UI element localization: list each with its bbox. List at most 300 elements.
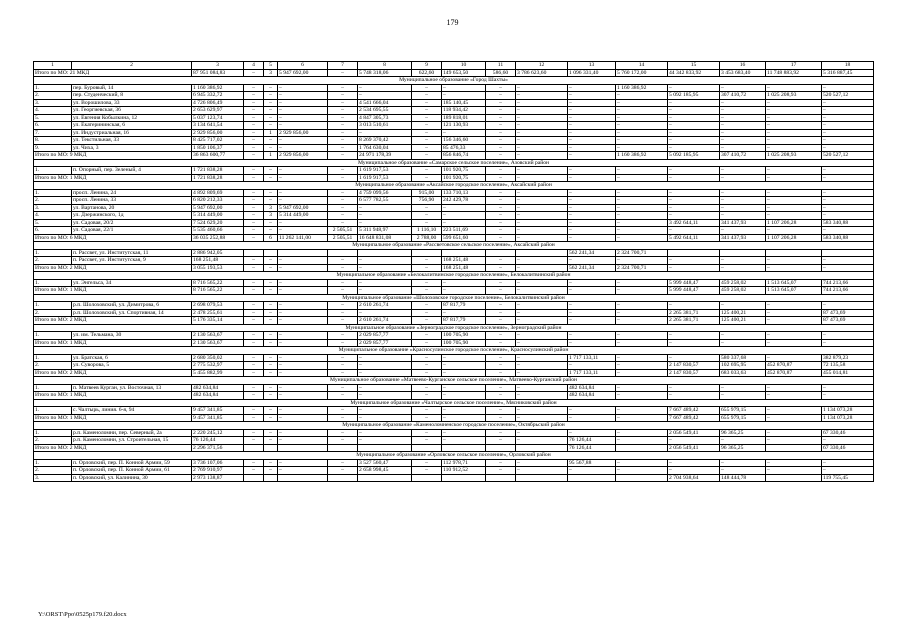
table-cell: –	[264, 362, 278, 370]
table-cell: –	[516, 354, 568, 362]
table-cell: –	[278, 92, 328, 100]
table-cell: –	[264, 167, 278, 175]
table-cell: –	[516, 287, 568, 295]
table-cell: –	[516, 467, 568, 475]
row-number: 9.	[34, 144, 72, 152]
table-cell: –	[328, 369, 358, 377]
table-cell: –	[328, 129, 358, 137]
table-cell: –	[516, 114, 568, 122]
table-cell: 3	[264, 69, 278, 77]
table-cell: 580 337,68	[720, 354, 766, 362]
table-cell: –	[616, 167, 668, 175]
table-cell	[264, 249, 278, 257]
table-cell: –	[668, 302, 720, 310]
table-cell: –	[766, 467, 822, 475]
table-cell: –	[244, 227, 264, 235]
table-cell: 4 847 305,73	[358, 114, 412, 122]
row-number: 1.	[34, 459, 72, 467]
table-cell: –	[720, 339, 766, 347]
column-number-cell: 5	[264, 62, 278, 70]
table-cell: –	[822, 392, 874, 400]
total-row	[34, 287, 874, 295]
table-cell: 683 033,63	[720, 369, 766, 377]
table-cell	[668, 249, 720, 257]
table-cell: –	[516, 167, 568, 175]
table-cell: –	[278, 137, 328, 145]
table-cell: 5 455 882,99	[192, 369, 244, 377]
table-cell: –	[486, 437, 516, 445]
municipality-title: Муниципальное образование «Белокалитвинское городское поселение», Белокалитвинский район	[34, 272, 874, 280]
total-row	[34, 234, 874, 242]
municipality-section-row	[34, 242, 874, 250]
table-cell: –	[264, 144, 278, 152]
table-row	[34, 467, 874, 475]
table-cell: 3 527 560,47	[358, 459, 412, 467]
address-cell: р.п. Шолоховский, ул. Димитрова, 6	[72, 302, 192, 310]
table-cell: –	[328, 309, 358, 317]
table-cell: –	[358, 362, 412, 370]
table-cell: –	[486, 264, 516, 272]
table-cell: –	[568, 84, 616, 92]
table-cell: –	[358, 369, 412, 377]
table-cell: –	[766, 407, 822, 415]
row-number: 3.	[34, 474, 72, 482]
table-cell: –	[412, 332, 442, 340]
table-cell: 2 324 700,71	[616, 249, 668, 257]
table-cell: –	[278, 339, 328, 347]
table-cell: –	[822, 144, 874, 152]
table-cell: –	[412, 257, 442, 265]
table-cell: –	[668, 122, 720, 130]
municipality-section-row	[34, 377, 874, 385]
table-cell: 5 535 460,66	[192, 227, 244, 235]
table-cell: 2 505,51	[328, 227, 358, 235]
table-cell: –	[244, 287, 264, 295]
table-cell: –	[358, 264, 412, 272]
table-cell: –	[412, 174, 442, 182]
table-cell: 583 340,88	[822, 234, 874, 242]
table-cell: –	[264, 122, 278, 130]
total-label: Итого по МО: 1 МКД	[34, 287, 192, 295]
column-number-cell: 3	[192, 62, 244, 70]
table-cell: –	[442, 219, 486, 227]
table-cell: –	[278, 369, 328, 377]
table-cell: –	[616, 227, 668, 235]
table-cell: 87 473,69	[822, 317, 874, 325]
table-cell: –	[616, 257, 668, 265]
table-cell: –	[442, 129, 486, 137]
table-cell: –	[442, 212, 486, 220]
table-cell: –	[766, 99, 822, 107]
table-cell: –	[516, 264, 568, 272]
table-cell: –	[516, 317, 568, 325]
table-cell: 915,00	[412, 189, 442, 197]
table-cell: –	[328, 339, 358, 347]
table-cell: 1 025 208,93	[766, 152, 822, 160]
address-cell: ул. им. Тельмана, 30	[72, 332, 192, 340]
table-cell: –	[720, 197, 766, 205]
table-cell: –	[486, 362, 516, 370]
table-cell: 36 035 252,88	[192, 234, 244, 242]
table-cell: 5 947 692,00	[278, 69, 328, 77]
table-cell: –	[616, 107, 668, 115]
table-cell: –	[568, 414, 616, 422]
table-cell: –	[668, 204, 720, 212]
table-cell: –	[720, 174, 766, 182]
table-cell: –	[486, 369, 516, 377]
table-cell: –	[616, 99, 668, 107]
table-cell: 36 863 600,77	[192, 152, 244, 160]
table-cell: –	[244, 174, 264, 182]
address-cell: п. Орловский, пер. П. Конной Армии, 59	[72, 459, 192, 467]
table-cell: –	[442, 384, 486, 392]
table-cell: –	[516, 362, 568, 370]
table-cell: –	[264, 197, 278, 205]
table-cell: –	[486, 317, 516, 325]
table-cell: –	[568, 339, 616, 347]
total-row	[34, 174, 874, 182]
table-cell: 1 107 206,28	[766, 234, 822, 242]
table-cell: 2 653 629,97	[192, 107, 244, 115]
table-cell: –	[278, 407, 328, 415]
row-number: 1.	[34, 407, 72, 415]
table-cell: –	[442, 429, 486, 437]
table-cell: –	[568, 467, 616, 475]
total-label: Итого по МО: 2 МКД	[34, 369, 192, 377]
table-row	[34, 212, 874, 220]
table-cell: –	[328, 84, 358, 92]
table-cell: –	[264, 339, 278, 347]
table-cell: –	[358, 257, 412, 265]
table-cell: –	[616, 459, 668, 467]
table-cell: 8 269 370,42	[358, 137, 412, 145]
table-cell: –	[568, 212, 616, 220]
municipality-title: Муниципальное образование «Матвеево-Курганское сельское поселение», Матвеево-Курганский район	[34, 377, 874, 385]
table-cell	[278, 444, 328, 452]
table-cell: –	[486, 167, 516, 175]
table-cell: –	[278, 392, 328, 400]
table-cell: –	[516, 384, 568, 392]
table-cell: –	[358, 204, 412, 212]
table-cell: –	[264, 174, 278, 182]
table-cell: –	[412, 92, 442, 100]
row-number: 2.	[34, 92, 72, 100]
table-cell: 125 400,21	[720, 317, 766, 325]
table-cell: –	[264, 459, 278, 467]
municipality-title: Муниципальное образование «Город Шахты»	[34, 77, 874, 85]
table-cell: –	[766, 197, 822, 205]
table-cell: 622,60	[412, 69, 442, 77]
table-cell: –	[720, 137, 766, 145]
table-row	[34, 474, 874, 482]
table-cell: –	[264, 354, 278, 362]
table-cell: –	[412, 384, 442, 392]
table-cell: –	[616, 129, 668, 137]
table-cell: 101 920,75	[442, 174, 486, 182]
table-cell: –	[264, 407, 278, 415]
table-cell: –	[668, 264, 720, 272]
table-cell: 1 764 630,04	[358, 144, 412, 152]
table-cell: –	[568, 317, 616, 325]
table-cell	[486, 444, 516, 452]
table-cell: –	[516, 144, 568, 152]
table-cell: –	[442, 354, 486, 362]
table-cell: –	[516, 369, 568, 377]
table-cell: 5 316 887,45	[822, 69, 874, 77]
table-cell: –	[264, 369, 278, 377]
table-cell: 149 653,50	[442, 69, 486, 77]
table-cell: –	[616, 302, 668, 310]
table-cell: –	[278, 107, 328, 115]
table-cell: –	[412, 212, 442, 220]
table-row	[34, 114, 874, 122]
table-cell: 185 140,45	[442, 99, 486, 107]
table-cell: 5 947 692,00	[278, 204, 328, 212]
table-cell: 2 769 910,97	[192, 467, 244, 475]
table-row	[34, 129, 874, 137]
table-cell: –	[328, 137, 358, 145]
table-cell: –	[244, 144, 264, 152]
table-cell: –	[766, 309, 822, 317]
table-cell: 3 055 193,53	[192, 264, 244, 272]
table-cell: –	[244, 414, 264, 422]
table-cell: 3 134 641,54	[192, 122, 244, 130]
table-cell: 2 698 079,53	[192, 302, 244, 310]
table-cell: –	[720, 332, 766, 340]
table-cell: –	[516, 92, 568, 100]
table-cell: –	[358, 429, 412, 437]
table-cell: 168 251,48	[442, 257, 486, 265]
table-cell	[486, 474, 516, 482]
table-cell: –	[278, 99, 328, 107]
table-cell: 4 726 806,49	[192, 99, 244, 107]
row-number: 6.	[34, 227, 72, 235]
table-cell: –	[244, 84, 264, 92]
table-cell: 11 748 883,92	[766, 69, 822, 77]
total-row	[34, 317, 874, 325]
table-cell: –	[244, 114, 264, 122]
column-number-cell: 16	[720, 62, 766, 70]
table-cell: 3 492 644,11	[668, 219, 720, 227]
table-cell: –	[358, 212, 412, 220]
table-cell: 1	[264, 152, 278, 160]
table-cell: 156 346,60	[442, 137, 486, 145]
table-cell: –	[668, 174, 720, 182]
table-cell: 5 311 948,97	[358, 227, 412, 235]
table-cell: –	[516, 84, 568, 92]
table-cell: –	[486, 309, 516, 317]
table-cell: –	[278, 332, 328, 340]
table-cell: –	[244, 69, 264, 77]
column-number-row	[34, 62, 874, 70]
column-number-cell: 18	[822, 62, 874, 70]
table-cell: –	[616, 174, 668, 182]
table-cell: 2 029 857,77	[358, 332, 412, 340]
table-cell: –	[486, 392, 516, 400]
table-cell: –	[412, 437, 442, 445]
table-cell: 119 755,45	[822, 474, 874, 482]
municipality-section-row	[34, 399, 874, 407]
table-cell: –	[668, 114, 720, 122]
table-cell: –	[720, 129, 766, 137]
table-cell: 341 437,93	[720, 219, 766, 227]
table-cell	[516, 249, 568, 257]
table-cell	[442, 474, 486, 482]
table-cell	[822, 249, 874, 257]
table-cell: –	[616, 332, 668, 340]
table-cell: –	[766, 392, 822, 400]
municipality-title: Муниципальное образование «Орловское сельское поселение», Орловский район	[34, 452, 874, 460]
table-cell: –	[516, 129, 568, 137]
table-cell: –	[486, 204, 516, 212]
address-cell: пер. Буровый, 14	[72, 84, 192, 92]
total-row	[34, 264, 874, 272]
table-cell: –	[412, 152, 442, 160]
table-cell: –	[278, 189, 328, 197]
table-cell: –	[278, 264, 328, 272]
total-row	[34, 414, 874, 422]
table-cell: –	[244, 354, 264, 362]
address-cell: п. Орловский, пер. П. Конной Армии, 61	[72, 467, 192, 475]
table-cell: –	[766, 354, 822, 362]
table-cell: 121 130,93	[442, 122, 486, 130]
table-cell: 87 473,69	[822, 309, 874, 317]
table-cell: –	[244, 189, 264, 197]
table-cell: 2 788,00	[412, 234, 442, 242]
table-cell: 744 213,66	[822, 287, 874, 295]
table-cell: –	[720, 437, 766, 445]
table-cell: –	[442, 309, 486, 317]
table-cell: –	[278, 144, 328, 152]
table-cell: –	[766, 212, 822, 220]
municipality-section-row	[34, 324, 874, 332]
table-row	[34, 354, 874, 362]
table-cell: –	[358, 437, 412, 445]
table-cell: 1 721 838,28	[192, 167, 244, 175]
table-cell	[568, 474, 616, 482]
table-cell: –	[516, 234, 568, 242]
table-cell: –	[244, 429, 264, 437]
table-cell: –	[668, 129, 720, 137]
address-cell: ул. Братская, 6	[72, 354, 192, 362]
table-cell: –	[264, 279, 278, 287]
table-cell: –	[442, 437, 486, 445]
table-cell: 482 634,84	[568, 392, 616, 400]
table-cell: –	[516, 99, 568, 107]
table-cell: 459 258,02	[720, 287, 766, 295]
table-cell: 2 886 942,05	[192, 249, 244, 257]
column-number-cell: 1	[34, 62, 72, 70]
table-cell: –	[568, 429, 616, 437]
table-cell: –	[486, 257, 516, 265]
table-cell: 4 541 666,04	[358, 99, 412, 107]
table-cell: –	[442, 84, 486, 92]
table-cell: –	[328, 302, 358, 310]
table-cell: –	[358, 392, 412, 400]
table-cell: –	[328, 114, 358, 122]
table-cell: 1 717 133,11	[568, 369, 616, 377]
table-cell: –	[244, 407, 264, 415]
table-cell: 5 314 449,00	[278, 212, 328, 220]
table-cell: 583 340,88	[822, 219, 874, 227]
table-cell: –	[766, 174, 822, 182]
table-cell: –	[822, 212, 874, 220]
table-cell: –	[516, 137, 568, 145]
table-cell: –	[442, 92, 486, 100]
table-cell: –	[412, 204, 442, 212]
table-cell: 8 716 565,22	[192, 279, 244, 287]
table-cell	[264, 444, 278, 452]
table-cell: 4 759 099,56	[358, 189, 412, 197]
table-cell: –	[358, 414, 412, 422]
table-row	[34, 107, 874, 115]
table-cell	[766, 444, 822, 452]
table-row	[34, 459, 874, 467]
table-cell: –	[244, 152, 264, 160]
table-cell: 112 978,71	[442, 459, 486, 467]
row-number: 1.	[34, 429, 72, 437]
table-cell: 520 527,12	[822, 152, 874, 160]
page-number: 179	[446, 18, 459, 27]
table-cell: –	[822, 204, 874, 212]
table-cell: 223 511,69	[442, 227, 486, 235]
table-cell: –	[616, 467, 668, 475]
table-cell: –	[244, 219, 264, 227]
table-row	[34, 92, 874, 100]
total-row	[34, 392, 874, 400]
table-row	[34, 429, 874, 437]
table-cell: –	[244, 437, 264, 445]
table-cell: –	[616, 197, 668, 205]
table-cell: –	[412, 144, 442, 152]
table-cell: –	[412, 84, 442, 92]
table-cell: –	[442, 407, 486, 415]
table-cell: –	[616, 279, 668, 287]
table-cell: 452 870,87	[766, 369, 822, 377]
address-cell: ул. Вартанова, 20	[72, 204, 192, 212]
total-label: Итого по МО: 1 МКД	[34, 174, 192, 182]
table-cell: 5 092 185,95	[668, 92, 720, 100]
table-cell: –	[486, 339, 516, 347]
table-cell: –	[766, 167, 822, 175]
table-cell: –	[668, 137, 720, 145]
table-cell: –	[568, 204, 616, 212]
municipality-title: Муниципальное образование «Самарское сельское поселение», Азовский район	[34, 159, 874, 167]
table-cell: –	[516, 437, 568, 445]
column-number-cell: 6	[278, 62, 328, 70]
table-cell	[328, 474, 358, 482]
table-cell: –	[516, 459, 568, 467]
table-cell: –	[720, 189, 766, 197]
table-cell: –	[244, 302, 264, 310]
table-cell: 2 929 856,00	[278, 152, 328, 160]
table-cell: –	[668, 227, 720, 235]
table-cell: 189 818,01	[442, 114, 486, 122]
table-cell: 2 478 255,61	[192, 309, 244, 317]
table-cell: 2 973 138,87	[192, 474, 244, 482]
table-cell: –	[278, 84, 328, 92]
table-row	[34, 219, 874, 227]
table-cell: –	[668, 467, 720, 475]
table-cell: 5 760 172,00	[616, 69, 668, 77]
table-cell: –	[278, 362, 328, 370]
table-cell: –	[822, 384, 874, 392]
table-cell: 2 534 695,55	[358, 107, 412, 115]
table-cell	[516, 474, 568, 482]
table-cell: –	[822, 467, 874, 475]
table-cell: –	[720, 122, 766, 130]
table-cell	[766, 474, 822, 482]
